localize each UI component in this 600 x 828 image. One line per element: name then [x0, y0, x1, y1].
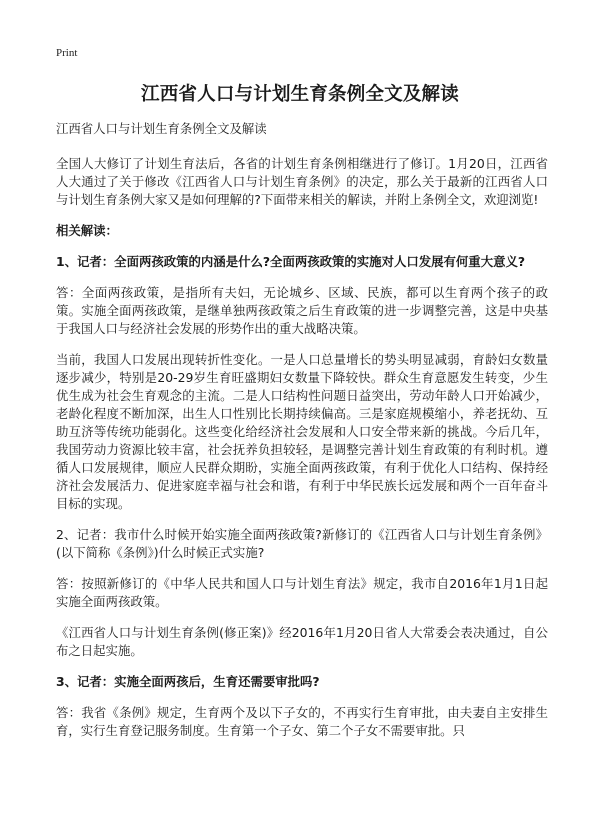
- answer-1-paragraph-2: 当前，我国人口发展出现转折性变化。一是人口总量增长的势头明显减弱，育龄妇女数量逐步减少，特别是20-29岁生育旺盛期妇女数量下降较快。群众生育意愿发生转变，少生优生成为社会生育观念的主流。二是人口结构性问题日益突出，劳动年龄人口开始减少，老龄化程度不断加深，出生人口性别比长期持续偏高。三是家庭规模缩小，养老抚幼、互助互济等传统功能弱化。这些变化给经济社会发展和人口安全带来新的挑战。今后几年，我国劳动力资源比较丰富，社会抚养负担较轻，是调整完善计划生育政策的有利时机。遵循人口发展规律，顺应人民群众期盼，实施全面两孩政策，有利于优化人口结构、保持经济社会发展活力、促进家庭幸福与社会和谐，有利于中华民族长远发展和两个一百年奋斗目标的实现。: [56, 352, 548, 511]
- print-link[interactable]: Print: [56, 47, 78, 59]
- article-body: [56, 120, 548, 753]
- answer-2-paragraph-1: 答：按照新修订的《中华人民共和国人口与计划生育法》规定，我市自2016年1月1日起实施全面两孩政策。: [56, 576, 548, 609]
- related-heading: 相关解读：: [56, 223, 118, 238]
- article-subtitle: 江西省人口与计划生育条例全文及解读: [56, 121, 267, 136]
- answer-3-paragraph-1: 答：我省《条例》规定，生育两个及以下子女的，不再实行生育审批，由夫妻自主安排生育，实行生育登记服务制度。生育第一个子女、第二个子女不需要审批。只: [56, 705, 548, 738]
- page-title: 江西省人口与计划生育条例全文及解读: [141, 84, 459, 105]
- answer-2-paragraph-2: 《江西省人口与计划生育条例(修正案)》经2016年1月20日省人大常委会表决通过，自公布之日起实施。: [56, 625, 548, 658]
- answer-1-paragraph-1: 答：全面两孩政策，是指所有夫妇，无论城乡、区域、民族，都可以生育两个孩子的政策。实施全面两孩政策，是继单独两孩政策之后生育政策的进一步调整完善，这是中央基于我国人口与经济社会发展的形势作出的重大战略决策。: [56, 285, 548, 336]
- question-1: 1、记者：全面两孩政策的内涵是什么?全面两孩政策的实施对人口发展有何重大意义?: [56, 254, 526, 269]
- intro-paragraph: 全国人大修订了计划生育法后，各省的计划生育条例相继进行了修订。1月20日，江西省人大通过了关于修改《江西省人口与计划生育条例》的决定，那么关于最新的江西省人口与计划生育条例大家又是如何理解的?下面带来相关的解读，并附上条例全文，欢迎浏览!: [56, 156, 548, 207]
- question-3: 3、记者：实施全面两孩后，生育还需要审批吗?: [56, 674, 320, 689]
- question-2: 2、记者：我市什么时候开始实施全面两孩政策?新修订的《江西省人口与计划生育条例》(以下简称《条例》)什么时候正式实施?: [56, 527, 548, 560]
